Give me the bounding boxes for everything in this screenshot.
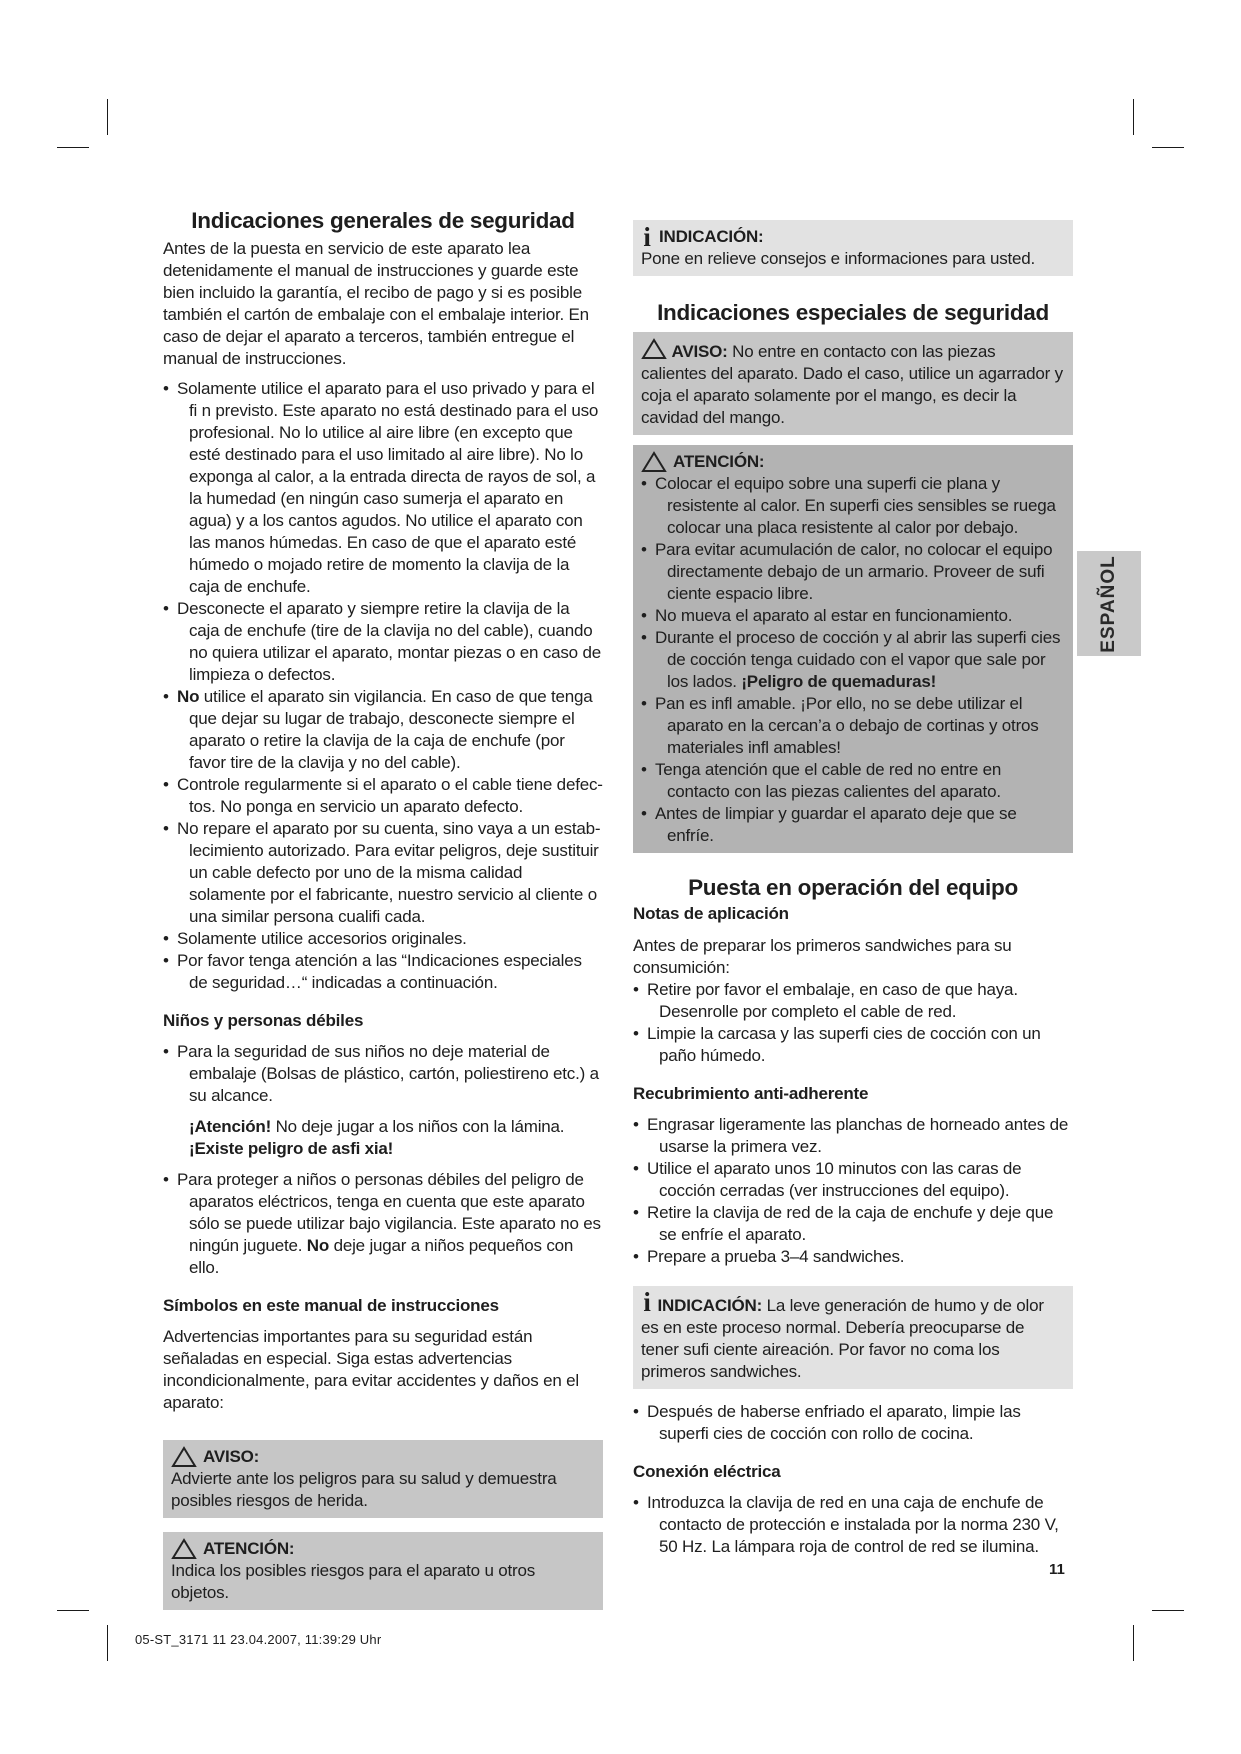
warning-triangle-icon [171, 1446, 197, 1468]
list-item: • No repare el aparato por su cuenta, sino vaya a un establecimiento autorizado. Para evitar peligros, deje sustituir un cable defecto por uno de la misma calidad solamente por el fabricante, nuestro servicio al cliente o una similar persona cualifi cada. [163, 818, 603, 928]
warning-triangle-icon [171, 1538, 197, 1560]
list-item: • Retire la clavija de red de la caja de enchufe y deje que se enfríe el aparato. [633, 1202, 1073, 1246]
list-item: • Antes de limpiar y guardar el aparato deje que se enfríe. [641, 803, 1065, 847]
coating-heading: Recubrimiento anti-adherente [633, 1084, 869, 1103]
indicacion-box-2 [633, 1286, 1073, 1389]
language-tab [1077, 551, 1141, 656]
electric-heading: Conexión eléctrica [633, 1462, 781, 1481]
list-item: • Desconecte el aparato y siempre retire la clavija de la caja de enchufe (tire de la clavija no del cable), cuando no quiera utilizar el aparato, montar piezas o en caso de limpieza o defectos. [163, 598, 603, 686]
list-item: • Colocar el equipo sobre una superfi cie plana y resistente al calor. En superfi cies sensibles se ruega colocar una placa resistente al calor por debajo. [641, 473, 1065, 539]
list-item: • Retire por favor el embalaje, en caso de que haya. Desenrolle por completo el cable de red. [633, 979, 1073, 1023]
warning-triangle-icon [641, 338, 667, 360]
aviso-label: AVISO: [671, 342, 728, 361]
children-list [163, 1041, 603, 1107]
children-heading: Niños y personas débiles [163, 1011, 364, 1030]
list-item: • Para evitar acumulación de calor, no colocar el equipo directamente debajo de un armario. Proveer de sufi ciente espacio libre. [641, 539, 1065, 605]
indicacion-text: Pone en relieve consejos e informaciones para usted. [641, 249, 1036, 268]
coating-list [633, 1114, 1073, 1268]
crop-mark [1152, 147, 1184, 148]
crop-mark [1133, 1625, 1134, 1661]
info-icon: i [643, 222, 651, 252]
aviso-text: No entre en contacto con las piezas calientes del aparato. Dado el caso, utilice un agarrador y coja el aparato solamente por el mango, es decir la cavidad del mango. [641, 342, 1063, 427]
list-item: • Limpie la carcasa y las superfi cies de cocción con un paño húmedo. [633, 1023, 1073, 1067]
list-item: • No mueva el aparato al estar en funcionamiento. [641, 605, 1065, 627]
list-item: • Solamente utilice accesorios originales. [163, 928, 603, 950]
list-item: • Engrasar ligeramente las planchas de horneado antes de usarse la primera vez. [633, 1114, 1073, 1158]
list-item: • No utilice el aparato sin vigilancia. En caso de que tenga que dejar su lugar de trabajo, desconecte siempre el aparato o retire la clavija de la caja de enchufe (por favor tire de la clavija y no del cable). [163, 686, 603, 774]
symbols-text: Advertencias importantes para su seguridad están señaladas en especial. Siga estas advertencias incondicionalmente, para evitar accidentes y daños en el aparato: [163, 1327, 579, 1412]
atencion-title: ATENCIÓN: [203, 1539, 295, 1558]
indicacion-text: La leve generación de humo y de olor es en este proceso normal. Debería preocuparse de tener sufi ciente aireación. Por favor no coma los primeros sandwiches. [641, 1296, 1044, 1381]
notes-intro: Antes de preparar los primeros sandwiches para su consumición: [633, 936, 1012, 977]
general-safety-list [163, 378, 603, 994]
general-safety-title: Indicaciones generales de seguridad [191, 208, 575, 233]
indicacion-box [633, 220, 1073, 276]
list-item: • Por favor tenga atención a las “Indicaciones especiales de seguridad…“ indicadas a continuación. [163, 950, 603, 994]
after-list [633, 1401, 1073, 1445]
notes-list [633, 979, 1073, 1067]
special-aviso-box [633, 332, 1073, 435]
left-column [163, 210, 603, 1610]
indicacion-title: INDICACIÓN: [659, 227, 764, 246]
crop-mark [57, 1610, 89, 1611]
list-item: • Controle regularmente si el aparato o el cable tiene defectos. No ponga en servicio un aparato defecto. [163, 774, 603, 818]
crop-mark [57, 147, 89, 148]
aviso-text: Advierte ante los peligros para su salud y demuestra posibles riesgos de herida. [171, 1469, 557, 1510]
atencion-list [641, 473, 1065, 847]
children-list-2 [163, 1169, 603, 1279]
aviso-title: AVISO: [203, 1447, 260, 1466]
list-item: • Utilice el aparato unos 10 minutos con las caras de cocción cerradas (ver instrucciones del equipo). [633, 1158, 1073, 1202]
atencion-label: ATENCIÓN: [673, 452, 765, 471]
language-tab-label: ESPAÑOL [1098, 554, 1119, 653]
list-item: • Introduzca la clavija de red en una caja de enchufe de contacto de protección e instalada por la norma 230 V, 50 Hz. La lámpara roja de control de red se ilumina. [633, 1492, 1073, 1558]
list-item: • Solamente utilice el aparato para el uso privado y para el fi n previsto. Este aparato no está destinado para el uso profesional. No lo utilice al aire libre (en excepto que esté destinado para el uso limitado al aire libre). No lo exponga al calor, a la entrada directa de rayos de sol, a la humedad (en ningún caso sumerja el aparato en agua) y a los cantos agudos. No utilice el aparato con las manos húmedas. En caso de que el aparato esté húmedo o mojado retire de momento la clavija de la caja de enchufe. [163, 378, 603, 598]
children-attention: ¡Atención! No deje jugar a los niños con la lámina. ¡Existe peligro de asfi xia! [189, 1117, 565, 1158]
list-item: • Para proteger a niños o personas débiles del peligro de aparatos eléctricos, tenga en cuenta que este aparato sólo se puede utilizar bajo vigilancia. Este aparato no es ningún juguete. No deje jugar a niños pequeños con ello. [163, 1169, 603, 1279]
special-atencion-box [633, 445, 1073, 853]
right-column [633, 220, 1073, 1558]
special-safety-title: Indicaciones especiales de seguridad [657, 300, 1049, 325]
list-item: • Durante el proceso de cocción y al abrir las superfi cies de cocción tenga cuidado con el vapor que sale por los lados. ¡Peligro de quemaduras! [641, 627, 1065, 693]
crop-mark [107, 1625, 108, 1661]
info-icon: i [643, 1287, 651, 1317]
aviso-box [163, 1440, 603, 1518]
electric-list [633, 1492, 1073, 1558]
atencion-text: Indica los posibles riesgos para el aparato u otros objetos. [171, 1561, 536, 1602]
warning-triangle-icon [641, 451, 667, 473]
crop-mark [107, 99, 108, 135]
crop-mark [1133, 99, 1134, 135]
notes-heading: Notas de aplicación [633, 904, 789, 923]
list-item: • Pan es infl amable. ¡Por ello, no se debe utilizar el aparato en la cercan’a o debajo de cortinas y otros materiales infl amables! [641, 693, 1065, 759]
list-item: • Prepare a prueba 3–4 sandwiches. [633, 1246, 1073, 1268]
print-footer: 05-ST_3171 11 23.04.2007, 11:39:29 Uhr [135, 1632, 382, 1647]
page-number: 11 [1049, 1561, 1065, 1578]
list-item: • Tenga atención que el cable de red no entre en contacto con las piezas calientes del aparato. [641, 759, 1065, 803]
symbols-heading: Símbolos en este manual de instrucciones [163, 1296, 499, 1315]
operation-title: Puesta en operación del equipo [688, 875, 1018, 900]
list-item: • Después de haberse enfriado el aparato, limpie las superfi cies de cocción con rollo de cocina. [633, 1401, 1073, 1445]
indicacion-label: INDICACIÓN: [657, 1296, 763, 1315]
crop-mark [1152, 1610, 1184, 1611]
general-safety-intro: Antes de la puesta en servicio de este aparato lea detenidamente el manual de instrucciones y guarde este bien incluido la garantía, el recibo de pago y si es posible también el cartón de embalaje con el embalaje interior. En caso de dejar el aparato a terceros, también entregue el manual de instrucciones. [163, 239, 589, 368]
atencion-box [163, 1532, 603, 1610]
list-item: • Para la seguridad de sus niños no deje material de embalaje (Bolsas de plástico, cartón, poliestireno etc.) a su alcance. [163, 1041, 603, 1107]
